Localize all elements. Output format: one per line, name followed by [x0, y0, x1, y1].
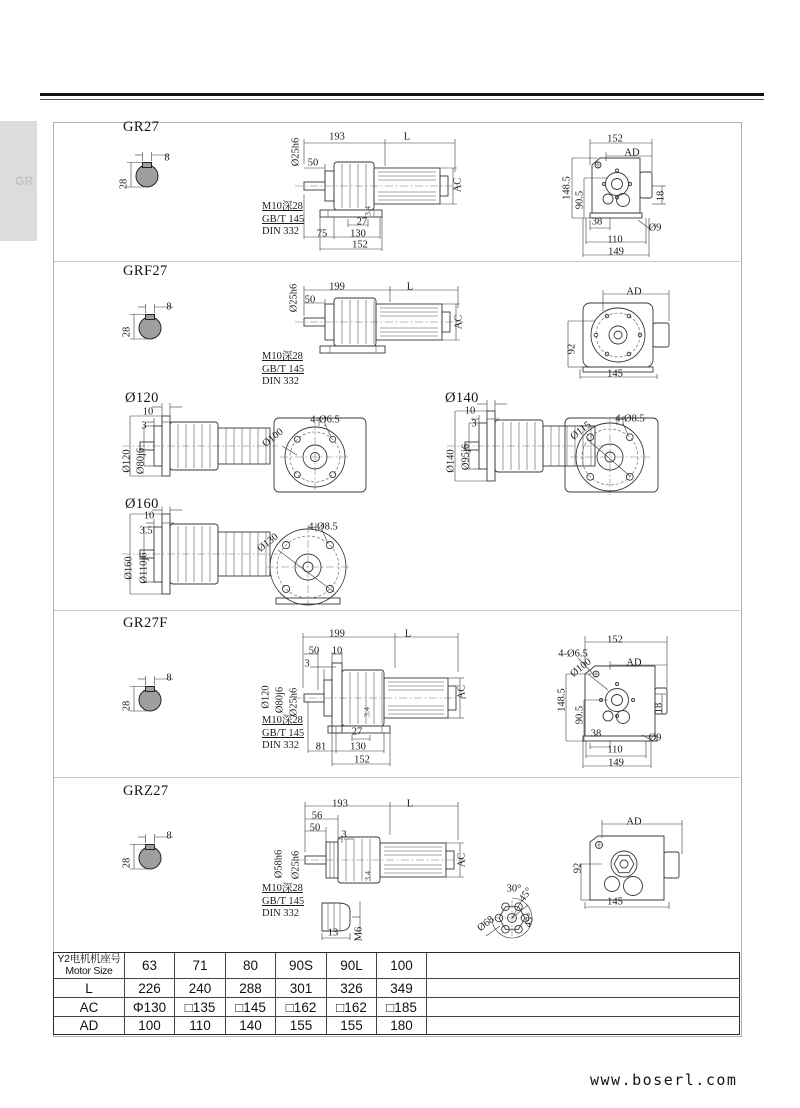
gr27f-rv-total-w-dim: 149: [608, 757, 624, 769]
gr27f-od-dim: Ø120: [260, 685, 272, 709]
table-row-label-AC: AC: [54, 998, 125, 1017]
table-col-100: 100: [377, 953, 427, 979]
table-col-90s: 90S: [276, 953, 327, 979]
website-watermark: www.boserl.com: [590, 1071, 738, 1089]
grz27-rv-ctr-h-dim: 92: [572, 862, 584, 874]
grz27-hex-angle2-dim: 45°: [517, 885, 535, 905]
table-col-63: 63: [125, 953, 175, 979]
table-header-cn: Y2电机机座号: [57, 953, 121, 965]
table-cell: 140: [226, 1017, 276, 1034]
std-note-1: GB/T 145: [262, 895, 305, 907]
table-header-en: Motor Size: [65, 964, 113, 977]
f140-t1-dim: 10: [464, 405, 476, 417]
table-col-80: 80: [226, 953, 276, 979]
grz27-rv-width-dim: 145: [607, 896, 623, 908]
table-cell: 240: [175, 979, 226, 998]
gr27-foot-off-dim: 75: [316, 228, 328, 240]
gr27f-rv-ctr-h-dim: 90.5: [574, 705, 586, 725]
grf27-total-dim: 199: [329, 281, 345, 293]
std-note-1: GB/T 145: [262, 363, 305, 375]
section-divider: [54, 610, 740, 611]
table-col-71: 71: [175, 953, 226, 979]
thread-note: M10深28: [262, 351, 303, 362]
thread-note: M10深28: [262, 883, 303, 894]
gr27-motor-len-dim: L: [403, 131, 411, 143]
grz27-hex-angle3-dim: 45°: [523, 911, 537, 929]
f160-od-dim: Ø160: [123, 556, 135, 580]
grf27-shaft-height-dim: 28: [121, 326, 133, 338]
grf27-rv-ad-dim: AD: [626, 286, 642, 298]
gr27f-rv-hole-dim: Ø9: [648, 732, 662, 744]
motor-size-table: [53, 952, 740, 1035]
side-tab-gr: [0, 121, 37, 241]
grf27-rv-width-dim: 145: [607, 368, 623, 380]
f120-bolt-circle-dim: Ø100: [260, 426, 286, 450]
f160-pilot-dim: Ø110j6: [138, 552, 150, 584]
grz27-shaft-dia-dim: Ø25h6: [290, 850, 302, 880]
gr27-shaft-dia-dim: Ø25h6: [290, 137, 302, 167]
gr27f-rv-holes-dim: 4-Ø6.5: [558, 648, 588, 660]
f140-pilot-dim: Ø95j6: [460, 443, 472, 471]
gr27f-shaft-height-dim: 28: [121, 700, 133, 712]
f160-title: Ø160: [125, 496, 159, 512]
gr27-ac-dim: AC: [452, 177, 464, 193]
table-cell: □135: [175, 998, 226, 1017]
grz27-hex-dia-dim: Ø68: [475, 914, 497, 934]
table-cell: 288: [226, 979, 276, 998]
table-cell: 155: [327, 1017, 377, 1034]
grz27-plug-detail-drawing: [312, 893, 377, 945]
gr27-bore-note: [262, 201, 304, 239]
table-header-cell: [54, 953, 125, 979]
grz27-vent-dim: 3.4: [363, 871, 373, 881]
table-cell: 110: [175, 1017, 226, 1034]
table-col-90l: 90L: [327, 953, 377, 979]
grf27-bore-note: [262, 351, 304, 389]
f120-holes-dim: 4-Ø6.5: [310, 414, 340, 426]
grf27-key-width-dim: 8: [166, 301, 172, 313]
gr27f-rv-foot-w-dim: 38: [590, 728, 602, 740]
grz27-hex-angle1-dim: 30°: [506, 883, 522, 895]
grf27-motor-len-dim: L: [406, 281, 414, 293]
gr27f-rv-width-dim: 152: [607, 634, 623, 646]
gr27f-rv-height-dim: 148.5: [556, 688, 568, 712]
table-cell: 180: [377, 1017, 427, 1034]
side-tab-label: GR: [15, 174, 33, 188]
table-empty-cell: [427, 953, 739, 979]
gr27f-foot-off-dim: 81: [315, 741, 327, 753]
gr27-key-width-dim: 8: [164, 152, 170, 164]
section-divider: [54, 777, 740, 778]
grz27-motor-len-dim: L: [406, 798, 414, 810]
gr27f-title: GR27F: [123, 615, 168, 631]
f160-t2-dim: 3.5: [139, 525, 153, 537]
gr27f-foot-len-dim: 130: [350, 741, 366, 753]
f140-od-dim: Ø140: [445, 449, 457, 473]
gr27f-rv-hole-sp-dim: 110: [607, 744, 623, 756]
gr27f-step-dim: 3: [304, 658, 310, 670]
gr27-vent-dim: 3.4: [363, 206, 373, 216]
table-cell: 100: [125, 1017, 175, 1034]
grz27-rear-view-drawing: [572, 798, 757, 912]
grz27-hub-dia-dim: Ø58h6: [273, 849, 285, 879]
grz27-hub-len-dim: 56: [311, 810, 323, 822]
grf27-shaft-len-dim: 50: [304, 294, 316, 306]
gr27f-flange-t-dim: 10: [331, 645, 343, 657]
gr27-rv-hole-dim: Ø9: [648, 222, 662, 234]
grz27-bore-note: [262, 883, 304, 921]
grz27-plug-len-dim: 13: [327, 927, 339, 939]
gr27f-bore-note: [262, 715, 304, 753]
gr27-base-len-dim: 152: [352, 239, 368, 251]
gr27f-foot-hole-sp-dim: 27: [351, 726, 363, 738]
std-note-1: GB/T 145: [262, 213, 305, 225]
table-empty-cell: [427, 979, 739, 998]
table-empty-cell: [427, 998, 739, 1017]
gr27-rv-width-dim: 152: [607, 133, 623, 145]
gr27f-vent-dim: 3.4: [362, 707, 372, 717]
f140-front-view-drawing: [540, 404, 670, 496]
f140-holes-dim: 4-Ø8.5: [615, 413, 645, 425]
gr27-rv-height-dim: 148.5: [561, 176, 573, 200]
table-row-label-AD: AD: [54, 1017, 125, 1034]
gr27f-shaft-len-dim: 50: [308, 645, 320, 657]
gr27-rv-ctr-h-dim: 90.5: [574, 190, 586, 210]
gr27-rv-total-w-dim: 149: [608, 246, 624, 258]
std-note-2: DIN 332: [262, 908, 300, 919]
gr27f-pilot-dim: Ø80j6: [274, 686, 286, 714]
top-rule-thick: [40, 93, 764, 96]
gr27-title: GR27: [123, 119, 160, 135]
gr27f-rv-cover-off-dim: 18: [653, 702, 665, 714]
f120-od-dim: Ø120: [121, 449, 133, 473]
table-row-label-L: L: [54, 979, 125, 998]
table-cell: □185: [377, 998, 427, 1017]
table-cell: Φ130: [125, 998, 175, 1017]
std-note-1: GB/T 145: [262, 727, 305, 739]
f120-t2-dim: 3: [141, 420, 147, 432]
gr27f-motor-len-dim: L: [404, 628, 412, 640]
gr27-rv-ad-dim: AD: [624, 147, 640, 159]
gr27f-total-dim: 199: [329, 628, 345, 640]
grz27-rv-ad-dim: AD: [626, 816, 642, 828]
gr27-foot-hole-sp-dim: 27: [356, 216, 368, 228]
table-empty-cell: [427, 1017, 739, 1034]
gr27-total-dim: 193: [329, 131, 345, 143]
grz27-shaft-height-dim: 28: [121, 857, 133, 869]
gr27f-key-width-dim: 8: [166, 672, 172, 684]
gr27f-base-len-dim: 152: [354, 754, 370, 766]
gr27-shaft-section-drawing: [115, 146, 185, 206]
grf27-side-view-drawing: [290, 278, 470, 390]
table-cell: □145: [226, 998, 276, 1017]
grz27-total-dim: 193: [332, 798, 348, 810]
f120-pilot-dim: Ø80j6: [135, 447, 147, 475]
grz27-plug-thread-dim: M6: [353, 926, 365, 942]
gr27-rv-hole-sp-dim: 110: [607, 234, 623, 246]
grz27-step-dim: 3: [341, 829, 347, 841]
table-cell: 349: [377, 979, 427, 998]
top-rule-thin: [40, 99, 764, 100]
gr27-shaft-height-dim: 28: [118, 178, 130, 190]
grz27-shaft-len-dim: 50: [309, 822, 321, 834]
table-cell: □162: [327, 998, 377, 1017]
gr27f-shaft-dia-dim: Ø25h6: [288, 687, 300, 717]
thread-note: M10深28: [262, 201, 303, 212]
table-cell: 226: [125, 979, 175, 998]
f140-title: Ø140: [445, 390, 479, 406]
f140-t2-dim: 3: [471, 418, 477, 430]
f120-t1-dim: 10: [142, 406, 154, 418]
grf27-ac-dim: AC: [453, 314, 465, 330]
grf27-title: GRF27: [123, 263, 168, 279]
f140-bolt-circle-dim: Ø115: [568, 419, 594, 443]
table-cell: □162: [276, 998, 327, 1017]
std-note-2: DIN 332: [262, 376, 300, 387]
f160-bolt-circle-dim: Ø130: [255, 531, 281, 555]
f120-title: Ø120: [125, 390, 159, 406]
gr27f-rv-bolt-circle-dim: Ø100: [568, 656, 594, 680]
gr27-shaft-len-dim: 50: [307, 157, 319, 169]
table-cell: 326: [327, 979, 377, 998]
gr27-rv-foot-w-dim: 38: [591, 216, 603, 228]
std-note-2: DIN 332: [262, 226, 300, 237]
f160-holes-dim: 4-Ø8.5: [308, 521, 338, 533]
f160-t1-dim: 10: [143, 510, 155, 522]
grz27-key-width-dim: 8: [166, 830, 172, 842]
grf27-shaft-dia-dim: Ø25h6: [288, 283, 300, 313]
grz27-title: GRZ27: [123, 783, 169, 799]
grf27-front-view-drawing: [555, 283, 755, 385]
thread-note: M10深28: [262, 715, 303, 726]
std-note-2: DIN 332: [262, 740, 300, 751]
gr27-foot-len-dim: 130: [350, 228, 366, 240]
gr27-rv-cover-off-dim: 18: [655, 190, 667, 202]
gr27f-ac-dim: AC: [456, 684, 468, 700]
table-cell: 155: [276, 1017, 327, 1034]
table-cell: 301: [276, 979, 327, 998]
grf27-rv-ctr-h-dim: 92: [566, 343, 578, 355]
gr27f-rv-ad-dim: AD: [626, 657, 642, 669]
grz27-ac-dim: AC: [456, 852, 468, 868]
